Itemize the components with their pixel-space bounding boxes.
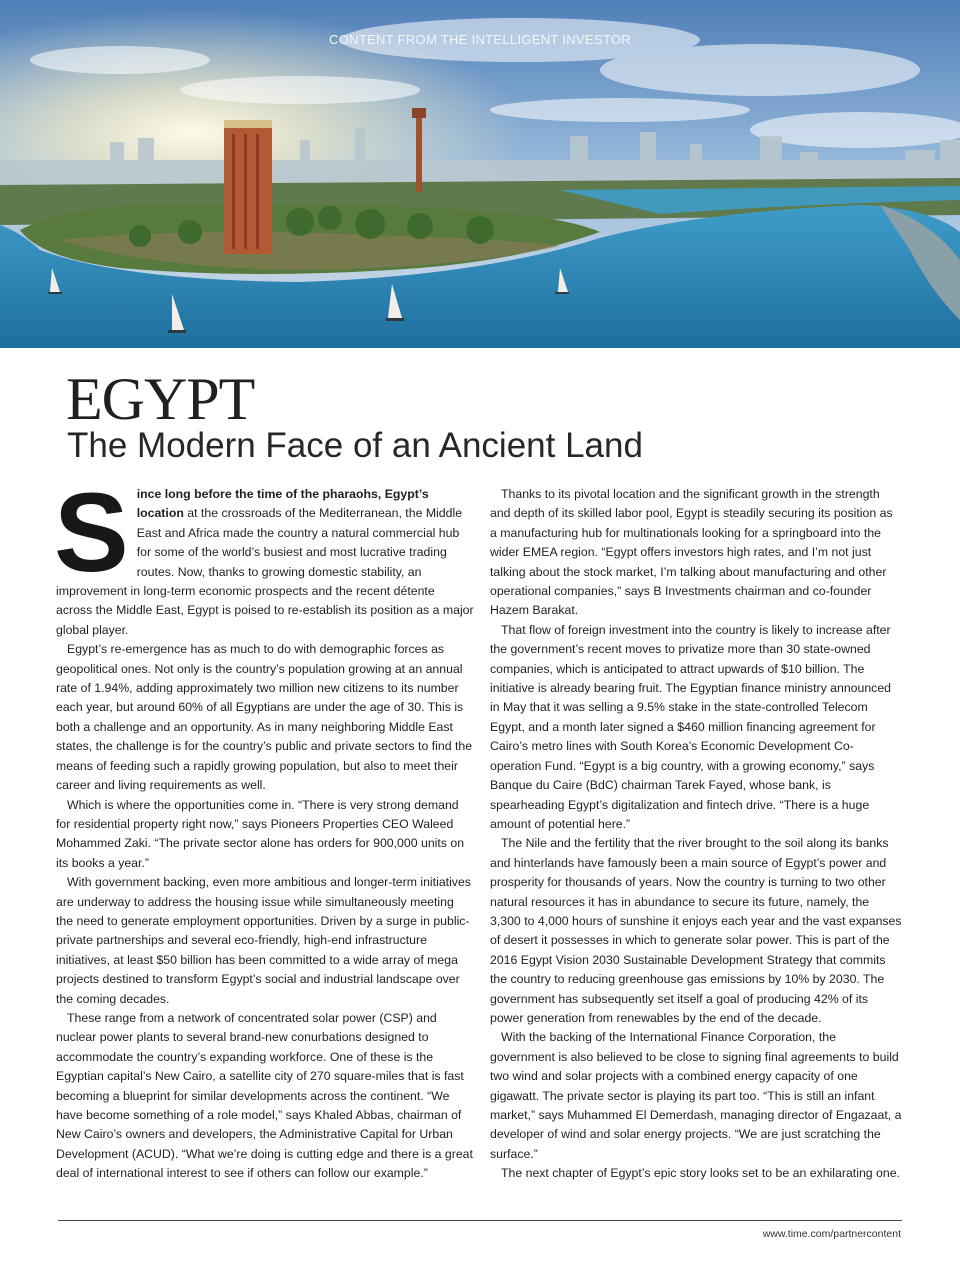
body-paragraph: The next chapter of Egypt’s epic story looks set to be an exhilarating one.: [501, 1166, 900, 1181]
article-subtitle: The Modern Face of an Ancient Land: [67, 426, 643, 465]
footer-divider: [58, 1220, 902, 1221]
lead-text: at the crossroads of the Mediterranean, the Middle East and Africa made the country a natural commercial hub for some of the world’s busiest and most lucrative trading routes. Now, thanks to growing domestic stability, an improvement in long-term economic prospects and the recent détente across the Middle East, Egypt is poised to re-establish its position as a major global player.: [56, 506, 474, 637]
body-paragraph: That flow of foreign investment into the country is likely to increase after the government’s recent moves to privatize more than 30 state-owned companies, which is anticipated to attract upwards of $10 billion. The initiative is already bearing fruit. The Egyptian finance ministry announced in May that it was selling a 9.5% stake in the state-controlled Telecom Egypt, and a month later signed a $460 million financing agreement for Cairo’s metro lines with South Korea’s Economic Development Co-operation Fund. “Egypt is a big country, with a growing economy,” says Banque du Caire (BdC) chairman Tarek Fayed, whose bank, is spearheading Egypt’s digitalization and fintech drive. “There is a huge amount of potential here.”: [490, 622, 892, 831]
article-column-right: [490, 485, 902, 1184]
body-paragraph: With government backing, even more ambitious and longer-term initiatives are underway to address the housing issue while simultaneously meeting the need to generate employment opportunities. Driven by a surge in public-private partnerships and several eco-friendly, high-end infrastructure initiatives, at least $50 billion has been committed to a wide array of mega projects destined to transform Egypt’s social and industrial landscape over the coming decades.: [56, 875, 471, 1006]
body-paragraph: With the backing of the International Finance Corporation, the government is also believed to be close to signing final agreements to build two wind and solar projects with a combined energy capacity of one gigawatt. The private sector is playing its part too. “This is still an infant market,” says Muhammed El Demerdash, managing director of Engazaat, a developer of wind and solar energy projects. “We are just scratching the surface.”: [490, 1030, 902, 1161]
body-paragraph: The Nile and the fertility that the river brought to the soil along its banks and hinterlands have famously been a main source of Egypt’s power and prosperity for thousands of years. Now the country is turning to two other natural resources it has in abundance to secure its future, namely, the 3,300 to 4,000 hours of sunshine it enjoys each year and the vast expanses of desert it possesses in which to generate solar power. This is part of the 2016 Egypt Vision 2030 Sustainable Development Strategy that commits the country to reducing greenhouse gas emissions by 10% by 2030. The government has subsequently set itself a goal of producing 42% of its power generation from renewables by the end of the decade.: [490, 836, 902, 1025]
lead-paragraph: [54, 470, 474, 640]
body-paragraph: Egypt’s re-emergence has as much to do with demographic forces as geopolitical ones. Not only is the country’s population growing at an annual rate of 1.94%, adding approximately two million new citizens to its number each year, but around 60% of all Egyptians are under the age of 30. This is both a challenge and an opportunity. As in many neighboring Middle East states, the challenge is for the country’s public and private sectors to find the means of feeding such a rapidly growing population, but also to meet their career and living requirements as well.: [56, 642, 473, 793]
hero-photo: [0, 0, 960, 348]
article-column-left: [54, 470, 474, 1184]
drop-cap: S: [54, 470, 129, 595]
body-paragraph: Which is where the opportunities come in. “There is very strong demand for residential property right now,” says Pioneers Properties CEO Waleed Mohammed Zaki. “The private sector alone has orders for 900,000 units on its books a year.”: [56, 797, 465, 870]
lead-bold-text: ince long before the time of the pharaohs, Egypt’s location: [136, 487, 429, 521]
article-title: EGYPT: [66, 366, 255, 432]
sponsored-content-label: CONTENT FROM THE INTELLIGENT INVESTOR: [329, 32, 631, 47]
body-paragraph: These range from a network of concentrated solar power (CSP) and nuclear power plants to several brand-new conurbations designed to accommodate the country’s expanding workforce. One of these is the Egyptian capital’s New Cairo, a satellite city of 270 square-miles that is fast becoming a blueprint for similar developments across the continent. “We have become something of a role model,” says Khaled Abbas, chairman of New Cairo’s owners and developers, the Administrative Capital for Urban Development (ACUD). “What we’re doing is cutting edge and there is a great deal of international interest to see if others can follow our example.”: [56, 1010, 473, 1181]
footer-url[interactable]: www.time.com/partnercontent: [762, 1228, 901, 1240]
body-paragraph: Thanks to its pivotal location and the significant growth in the strength and depth of its skilled labor pool, Egypt is steadily securing its position as a manufacturing hub for multinationals looking for a springboard into the wider EMEA region. “Egypt offers investors high rates, and I’m not just talking about the stock market, I’m talking about manufacturing and other operational companies,” says B Investments chairman and co-founder Hazem Barakat.: [490, 487, 893, 618]
cairo-skyline-illustration: [0, 0, 960, 348]
